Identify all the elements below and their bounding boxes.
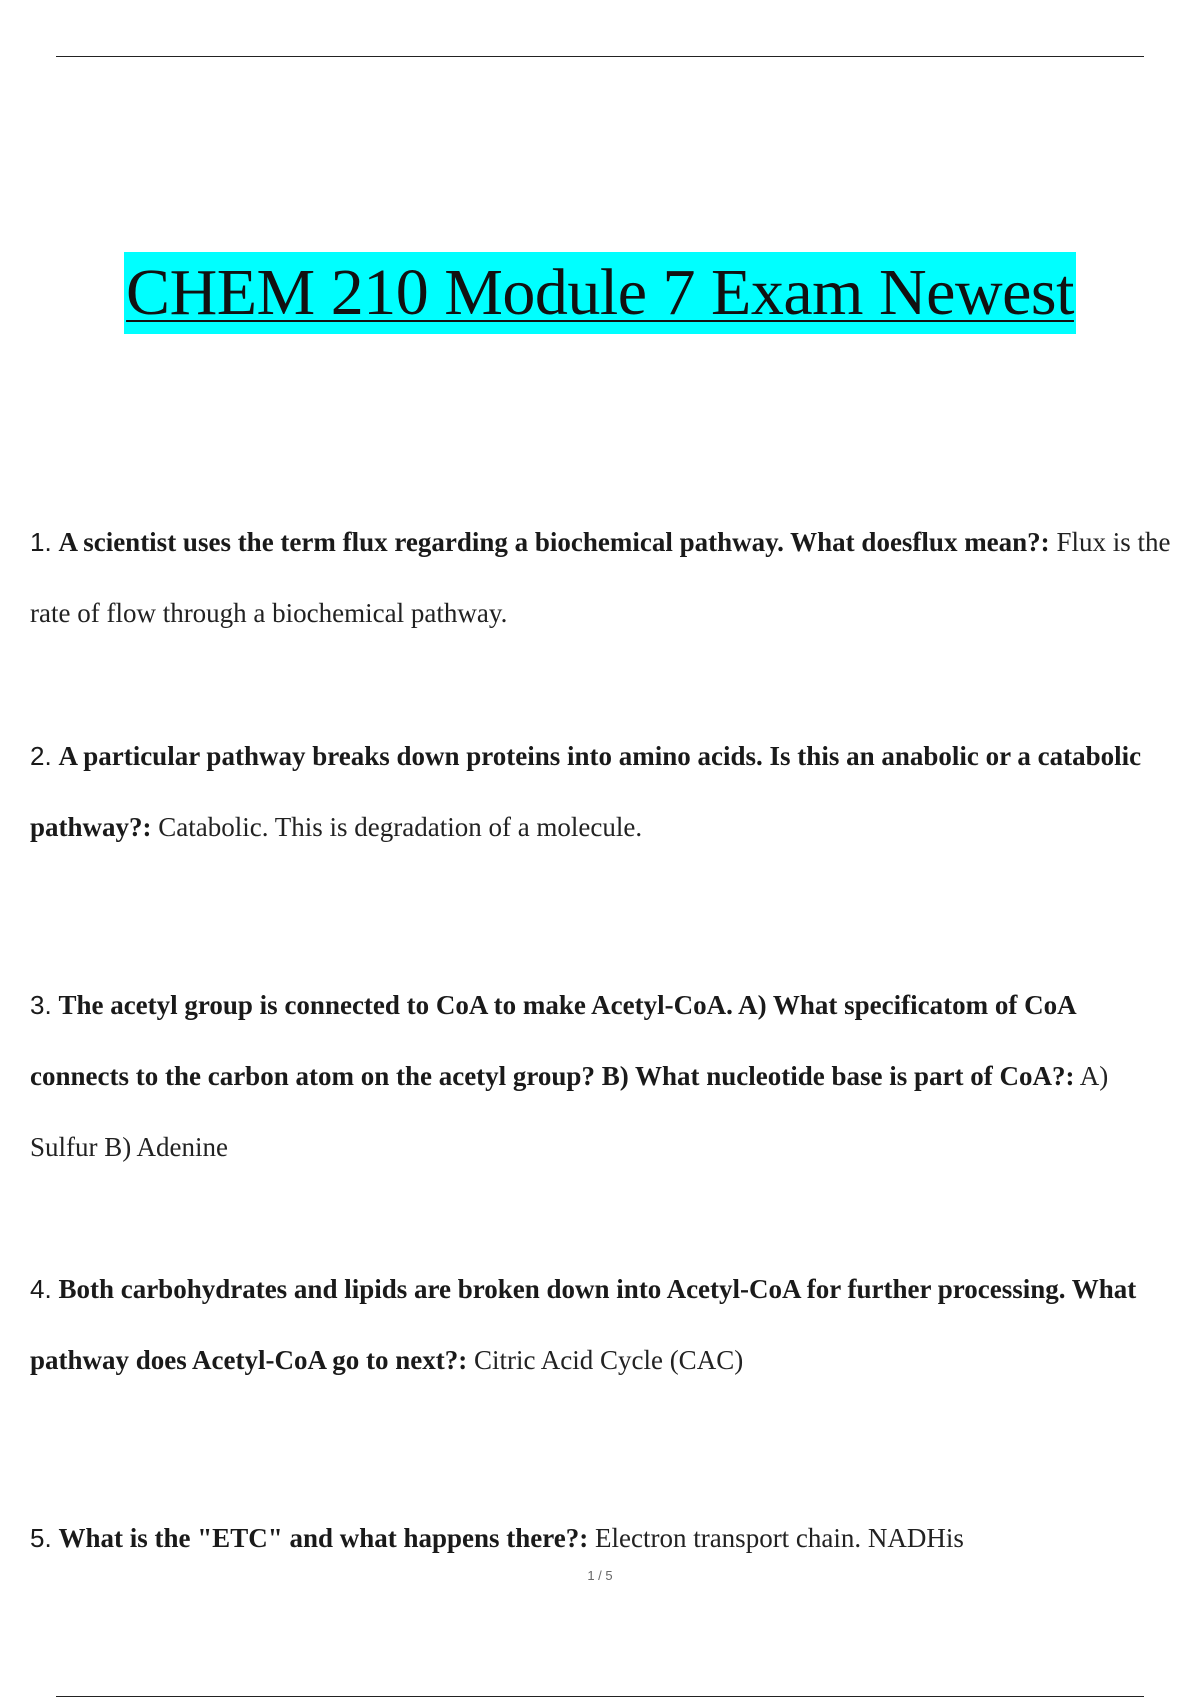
answer-text: Citric Acid Cycle (CAC) (473, 1345, 744, 1375)
question-item (30, 970, 1180, 1183)
question-number: 2. (30, 741, 52, 771)
question-item (30, 507, 1180, 649)
question-item (30, 1254, 1180, 1396)
question-item (30, 721, 1180, 863)
title-container (0, 252, 1200, 334)
answer-text: A) Sulfur B) Adenine (30, 1061, 1109, 1162)
document-title: CHEM 210 Module 7 Exam Newest (124, 252, 1076, 334)
answer-text: Flux is the rate of flow through a biochemical pathway. (30, 527, 1171, 628)
question-number: 5. (30, 1523, 52, 1553)
question-text: A scientist uses the term flux regarding a biochemical pathway. What doesflux mean?: (58, 527, 1050, 557)
bottom-rule (56, 1696, 1144, 1697)
answer-text: Catabolic. This is degradation of a molecule. (158, 812, 643, 842)
question-text: Both carbohydrates and lipids are broken down into Acetyl-CoA for further processing. What pathway does Acetyl-CoA go to next?: (30, 1274, 1137, 1375)
page-number: 1 / 5 (587, 1568, 613, 1583)
question-number: 1. (30, 527, 52, 557)
question-number: 4. (30, 1274, 52, 1304)
answer-text: Electron transport chain. NADHis (595, 1523, 964, 1553)
question-text: The acetyl group is connected to CoA to make Acetyl-CoA. A) What specificatom of CoA connects to the carbon atom on the acetyl group? B) What nucleotide base is part of CoA?: (30, 990, 1076, 1091)
question-text: A particular pathway breaks down proteins into amino acids. Is this an anabolic or a catabolic pathway?: (30, 741, 1142, 842)
question-text: What is the "ETC" and what happens there?: (58, 1523, 589, 1553)
question-item (30, 1503, 1180, 1574)
top-rule (56, 56, 1144, 57)
question-number: 3. (30, 990, 52, 1020)
